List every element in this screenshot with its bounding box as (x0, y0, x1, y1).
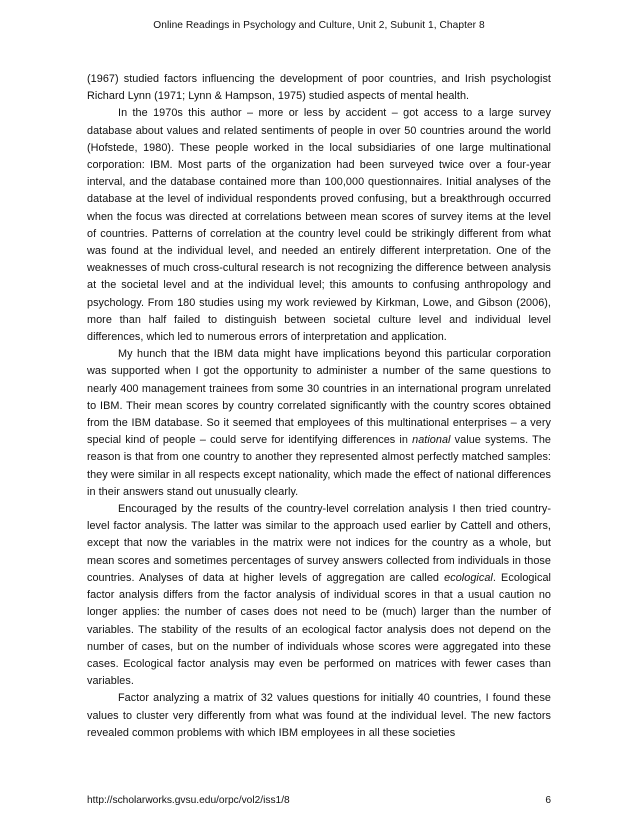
paragraph-4-text-a: Encouraged by the results of the country-level correlation analysis I then tried country-level factor analysis. The latter was similar to the approach used earlier by Cattell and others, except that now the variables in the matrix were not indices for the country as a whole, but mean scores and sometimes percentages of survey answers collected from individuals in those countries. Analyses of data at higher levels of aggregation are called (87, 503, 551, 584)
paragraph-2: In the 1970s this author – more or less by accident – got access to a large survey database about values and related sentiments of people in over 50 countries around the world (Hofstede, 1980). These people worked in the local subsidiaries of one large multinational corporation: IBM. Most parts of the organization had been surveyed twice over a four-year interval, and the database contained more than 100,000 questionnaires. Initial analyses of the database at the level of individual respondents proved confusing, but a breakthrough occurred when the focus was directed at correlations between mean scores of survey items at the level of countries. Patterns of correlation at the country level could be strikingly different from what was found at the individual level, and needed an entirely different interpretation. One of the weaknesses of much cross-cultural research is not recognizing the difference between analysis at the societal level and at the individual level; this amounts to confusing anthropology and psychology. From 180 studies using my work reviewed by Kirkman, Lowe, and Gibson (2006), more than half failed to distinguish between societal culture level and individual level differences, which led to numerous errors of interpretation and application. (87, 107, 551, 344)
paragraph-4 (87, 501, 551, 690)
paragraph-5: Factor analyzing a matrix of 32 values questions for initially 40 countries, I found these values to cluster very differently from what was found at the individual level. The new factors revealed common problems with which IBM employees in all these societies (87, 692, 551, 739)
paragraph-3-text-b: value systems. The reason is that from one country to another they represented almost perfectly matched samples: they were similar in all respects except nationality, which made the effect of national differences in their answers stand out unusually clearly. (87, 434, 551, 498)
running-header: Online Readings in Psychology and Culture, Unit 2, Subunit 1, Chapter 8 (153, 20, 485, 31)
emphasis-national: national (412, 434, 451, 447)
page-number: 6 (545, 795, 551, 806)
footer-url-link[interactable]: http://scholarworks.gvsu.edu/orpc/vol2/iss1/8 (87, 795, 290, 806)
paragraph-3-text-a: My hunch that the IBM data might have implications beyond this particular corporation was supported when I got the opportunity to administer a number of the same questions to nearly 400 management trainees from some 30 countries in an international program unrelated to IBM. Their mean scores by country correlated significantly with the country scores obtained from the IBM database. So it seemed that employees of this multinational enterprises – a very special kind of people – could serve for identifying differences in (87, 348, 551, 447)
paragraph-1: (1967) studied factors influencing the development of poor countries, and Irish psychologist Richard Lynn (1971; Lynn & Hampson, 1975) studied aspects of mental health. (87, 73, 551, 103)
emphasis-ecological: ecological (444, 571, 493, 584)
paragraph-3 (87, 346, 551, 501)
body-text (87, 71, 551, 742)
paragraph-4-text-b: . Ecological factor analysis differs from the factor analysis of individual scores in that a usual caution no longer applies: the number of cases does not need to be (much) larger than the number of variables. The stability of the results of an ecological factor analysis does not depend on the number of cases, but on the number of individuals whose scores were aggregated into these cases. Ecological factor analysis may even be performed on matrices with fewer cases than variables. (87, 571, 551, 688)
